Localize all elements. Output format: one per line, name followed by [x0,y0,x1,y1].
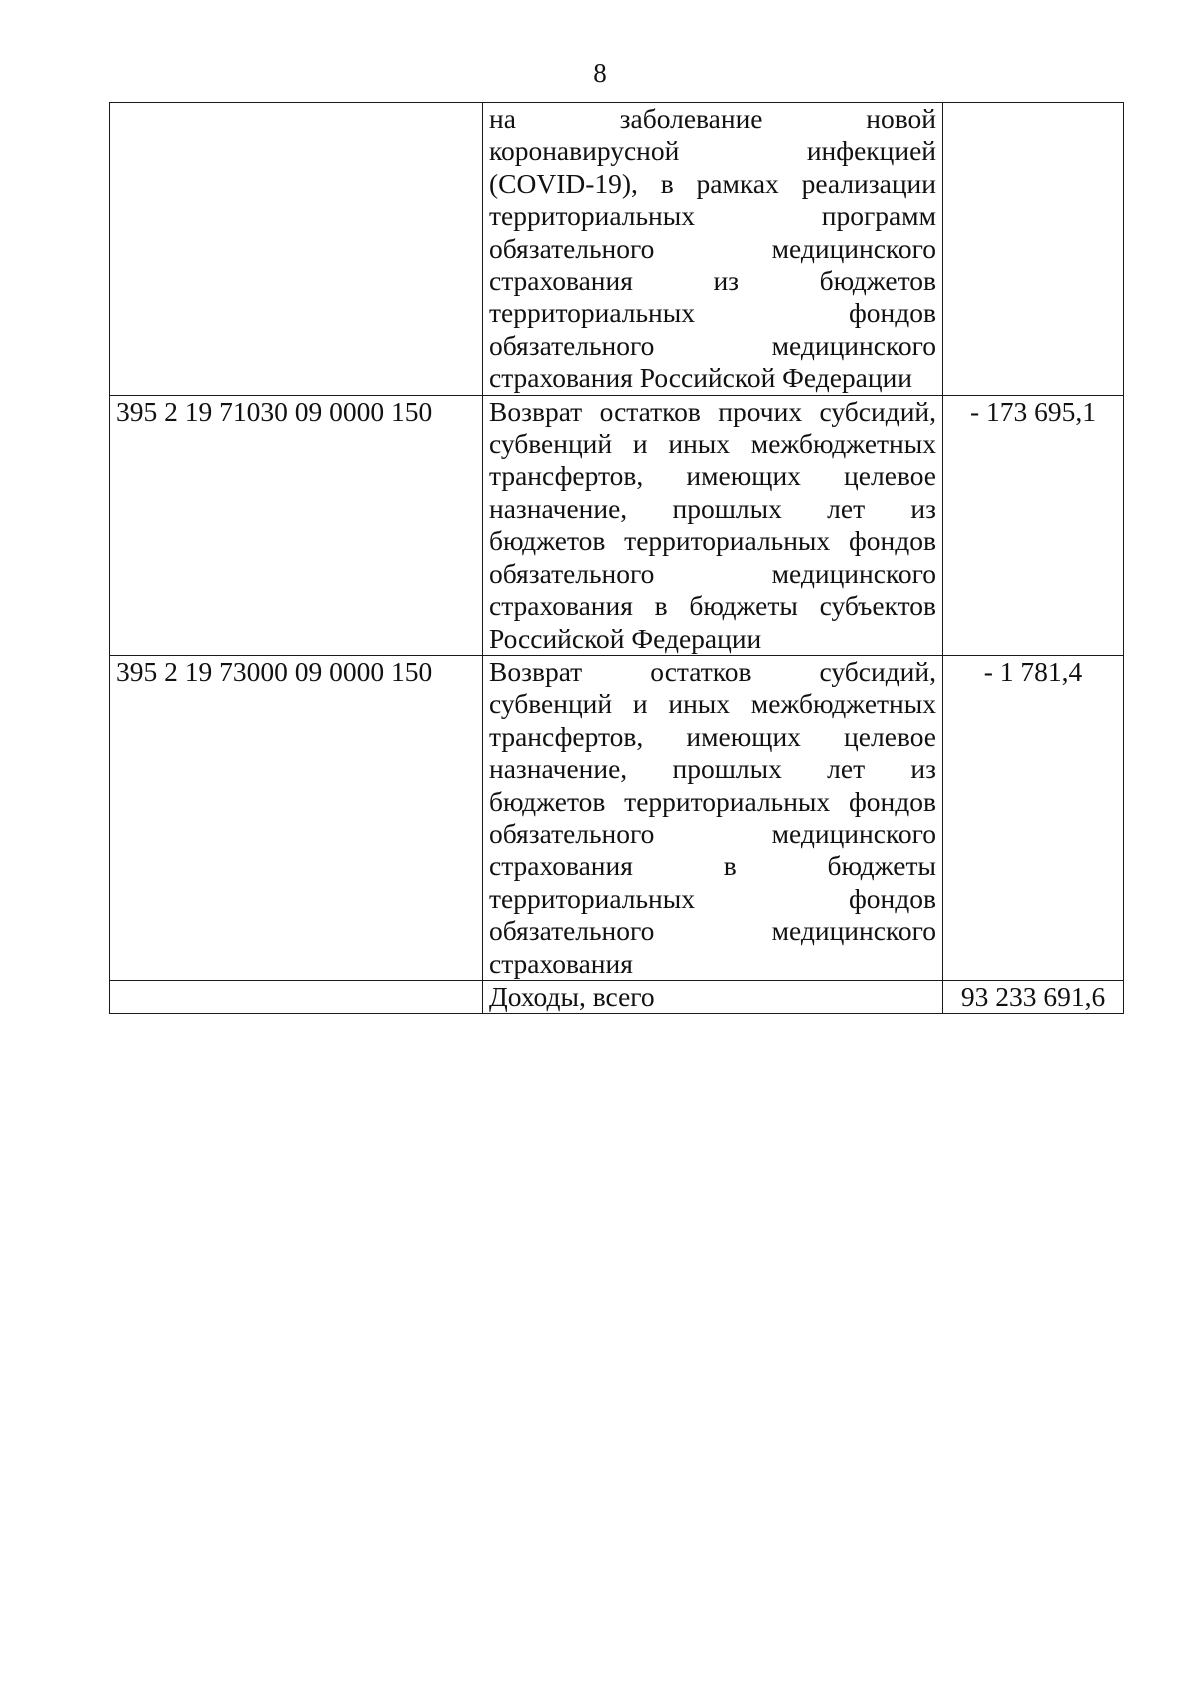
description-line: территориальных фондов [489,297,936,329]
page-number: 8 [593,58,607,88]
total-label-cell [483,980,943,1013]
description-line: страхования из бюджетов [489,265,936,297]
amount-cell: - 173 695,1 [943,395,1124,655]
description-cell [483,395,943,655]
description-line: Российской Федерации [489,622,762,654]
total-row [110,980,1124,1013]
description-line: обязательного медицинского [489,557,936,589]
description-line: (COVID-19), в рамках реализации [489,167,936,199]
table-row [110,655,1124,980]
table-row [110,103,1124,396]
description-line: Возврат остатков субсидий, [489,655,936,687]
description-line: обязательного медицинского [489,329,936,361]
description-line: бюджетов территориальных фондов [489,785,936,817]
description-line: Возврат остатков прочих субсидий, [489,395,936,427]
budget-code-cell [110,103,483,396]
description-line: страхования [489,947,633,979]
description-line: бюджетов территориальных фондов [489,525,936,557]
description-line: субвенций и иных межбюджетных [489,428,936,460]
description-line: назначение, прошлых лет из [489,492,936,524]
budget-code-cell: 395 2 19 71030 09 0000 150 [110,395,483,655]
table-row [110,395,1124,655]
amount-cell [943,103,1124,396]
description-line: территориальных программ [489,200,936,232]
description-line: трансфертов, имеющих целевое [489,720,936,752]
description-line: на заболевание новой [489,103,936,134]
total-code-cell [110,980,483,1013]
description-line: трансфертов, имеющих целевое [489,460,936,492]
description-line: субвенций и иных межбюджетных [489,688,936,720]
total-label: Доходы, всего [489,980,655,1012]
description-line: коронавирусной инфекцией [489,135,936,167]
description-line: страхования в бюджеты [489,850,936,882]
description-line: обязательного медицинского [489,915,936,947]
description-line: страхования Российской Федерации [489,362,913,394]
description-line: назначение, прошлых лет из [489,753,936,785]
description-cell [483,103,943,396]
revenue-table-body [110,103,1124,1014]
description-line: обязательного медицинского [489,232,936,264]
budget-code-cell: 395 2 19 73000 09 0000 150 [110,655,483,980]
description-cell [483,655,943,980]
revenue-table [109,102,1124,1014]
description-line: территориальных фондов [489,882,936,914]
amount-cell: - 1 781,4 [943,655,1124,980]
description-line: страхования в бюджеты субъектов [489,590,936,622]
description-line: обязательного медицинского [489,817,936,849]
total-amount-cell: 93 233 691,6 [943,980,1124,1013]
